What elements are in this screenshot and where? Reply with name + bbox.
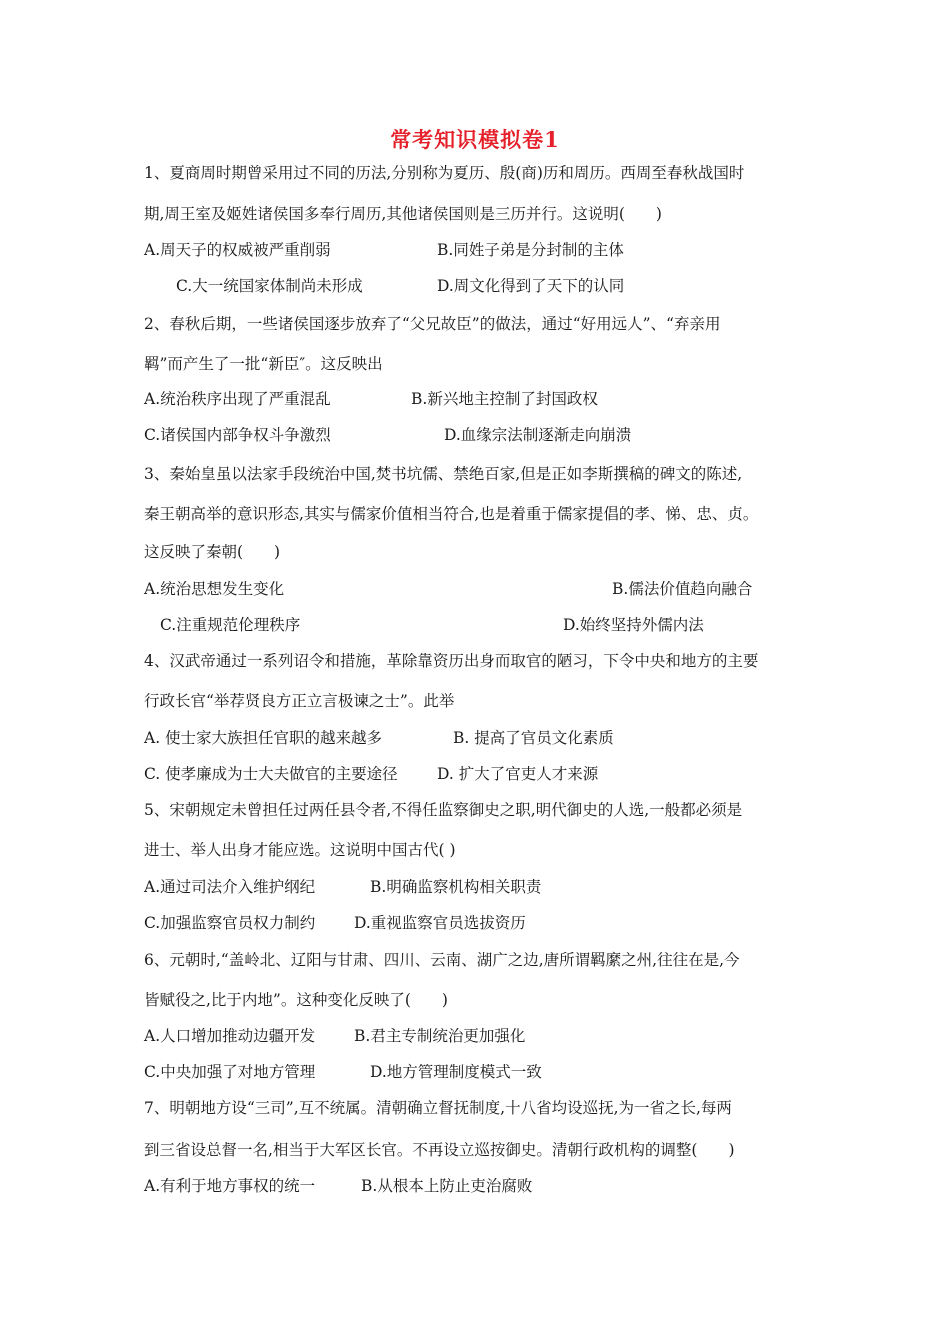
- question-3-option-c: C.注重规范伦理秩序: [160, 616, 301, 634]
- question-4-option-a: A. 使士家大族担任官职的越来越多: [144, 729, 383, 747]
- question-1-stem-line-1: 1、夏商周时期曾采用过不同的历法,分别称为夏历、殷(商)历和周历。西周至春秋战国时: [144, 164, 745, 182]
- question-6-option-d: D.地方管理制度模式一致: [370, 1063, 542, 1081]
- question-4-stem-line-2: 行政长官“举荐贤良方正立言极谏之士”。此举: [144, 692, 455, 710]
- question-2-option-c: C.诸侯国内部争权斗争激烈: [144, 426, 331, 444]
- question-4-option-b: B. 提高了官员文化素质: [453, 729, 614, 747]
- question-7-stem-line-2: 到三省设总督一名,相当于大军区长官。不再设立巡按御史。清朝行政机构的调整( ): [144, 1141, 735, 1159]
- question-6-option-b: B.君主专制统治更加强化: [354, 1027, 526, 1045]
- question-1-option-d: D.周文化得到了天下的认同: [437, 277, 625, 295]
- question-5-option-d: D.重视监察官员选拔资历: [354, 914, 526, 932]
- question-3-option-d: D.始终坚持外儒内法: [563, 616, 704, 634]
- question-3-option-b: B.儒法价值趋向融合: [612, 580, 753, 598]
- question-7-option-a: A.有利于地方事权的统一: [144, 1177, 316, 1195]
- question-3-stem-line-3: 这反映了秦朝( ): [144, 543, 281, 561]
- question-7-stem-line-1: 7、明朝地方设“三司”,互不统属。清朝确立督抚制度,十八省均设巡抚,为一省之长,每两: [144, 1099, 732, 1117]
- question-2-option-a: A.统治秩序出现了严重混乱: [144, 390, 331, 408]
- question-6-stem-line-1: 6、元朝时,“盖岭北、辽阳与甘肃、四川、云南、湖广之边,唐所谓羁縻之州,往往在是,今: [144, 951, 740, 969]
- question-3-stem-line-2: 秦王朝高举的意识形态,其实与儒家价值相当符合,也是着重于儒家提倡的孝、悌、忠、贞。: [144, 505, 759, 523]
- page-title: 常考知识模拟卷1: [390, 127, 560, 152]
- question-4-option-d: D. 扩大了官吏人才来源: [437, 765, 599, 783]
- question-5-option-c: C.加强监察官员权力制约: [144, 914, 316, 932]
- question-4-stem-line-1: 4、汉武帝通过一系列诏令和措施，革除靠资历出身而取官的陋习，下令中央和地方的主要: [144, 652, 759, 670]
- question-4-option-c: C. 使孝廉成为士大夫做官的主要途径: [144, 765, 398, 783]
- question-1-stem-line-2: 期,周王室及姬姓诸侯国多奉行周历,其他诸侯国则是三历并行。这说明( ): [144, 205, 662, 223]
- question-2-stem-line-1: 2、春秋后期，一些诸侯国逐步放弃了“父兄故臣”的做法，通过“好用远人”、“弃亲用: [144, 315, 721, 333]
- question-1-option-a: A.周天子的权威被严重削弱: [144, 241, 331, 259]
- question-1-option-b: B.同姓子弟是分封制的主体: [437, 241, 624, 259]
- question-6-stem-line-2: 皆赋役之,比于内地”。这种变化反映了( ): [144, 991, 448, 1009]
- question-1-option-c: C.大一统国家体制尚未形成: [176, 277, 363, 295]
- question-3-option-a: A.统治思想发生变化: [144, 580, 285, 598]
- question-5-option-a: A.通过司法介入维护纲纪: [144, 878, 316, 896]
- question-2-stem-line-2: 羁”而产生了一批“新臣″。这反映出: [144, 355, 383, 373]
- question-2-option-d: D.血缘宗法制逐渐走向崩溃: [444, 426, 632, 444]
- question-3-stem-line-1: 3、秦始皇虽以法家手段统治中国,焚书坑儒、禁绝百家,但是正如李斯撰稿的碑文的陈述,: [144, 465, 743, 483]
- question-6-option-a: A.人口增加推动边疆开发: [144, 1027, 316, 1045]
- question-5-stem-line-1: 5、宋朝规定未曾担任过两任县令者,不得任监察御史之职,明代御史的人选,一般都必须是: [144, 801, 743, 819]
- question-2-option-b: B.新兴地主控制了封国政权: [411, 390, 598, 408]
- question-6-option-c: C.中央加强了对地方管理: [144, 1063, 316, 1081]
- question-5-option-b: B.明确监察机构相关职责: [370, 878, 542, 896]
- question-5-stem-line-2: 进士、举人出身才能应选。这说明中国古代( ): [144, 841, 456, 859]
- question-7-option-b: B.从根本上防止吏治腐败: [361, 1177, 533, 1195]
